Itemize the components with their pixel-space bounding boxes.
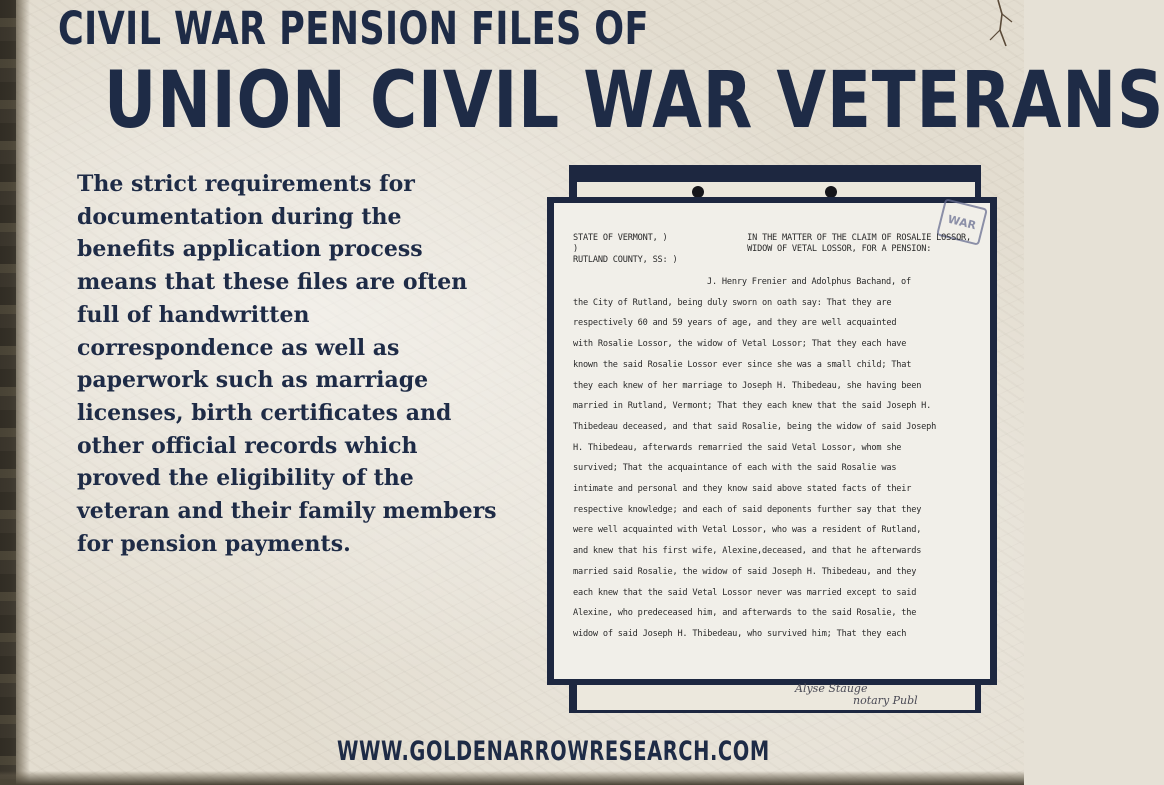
document-line: and knew that his first wife, Alexine,deceased, and that he afterwards — [573, 546, 922, 557]
twig-decoration — [976, 0, 1016, 50]
document-header — [573, 233, 983, 266]
document-text — [573, 233, 983, 645]
venue-block — [573, 233, 677, 266]
document-line: Thibedeau deceased, and that said Rosalie, being the widow of said Joseph — [573, 421, 937, 432]
venue-line: RUTLAND COUNTY, SS: ) — [573, 255, 678, 265]
claim-caption-line: IN THE MATTER OF THE CLAIM OF ROSALIE LOSSOR, — [747, 233, 971, 243]
document-line: known the said Rosalie Lossor ever since she was a small child; That — [573, 359, 912, 370]
torn-bottom-edge — [0, 771, 1024, 785]
website-url[interactable]: WWW.GOLDENARROWRESEARCH.COM — [337, 736, 770, 767]
torn-left-edge-dark — [0, 0, 16, 785]
document-line: H. Thibedeau, afterwards remarried the said Vetal Lossor, whom she — [573, 442, 902, 453]
signature-line: Alyse Stauge — [795, 682, 868, 695]
title-line-2: UNION CIVIL WAR VETERANS — [104, 56, 1164, 146]
claim-caption — [747, 233, 983, 266]
document-line: widow of said Joseph H. Thibedeau, who survived him; That they each — [573, 628, 907, 639]
document-line: with Rosalie Lossor, the widow of Vetal Lossor; That they each have — [573, 339, 907, 350]
description-paragraph: The strict requirements for documentation during the benefits application process means that these files are often full of handwritten correspondence as well as paperwork such as marriage licenses, birth certificates and other official records which proved the eligibility of the veteran and their family members for pension payments. — [77, 171, 497, 557]
document-line: Alexine, who predeceased him, and afterwards to the said Rosalie, the — [573, 608, 917, 619]
venue-line: STATE OF VERMONT, ) — [573, 233, 668, 243]
document-line: they each knew of her marriage to Joseph H. Thibedeau, she having been — [573, 380, 922, 391]
pension-affidavit-document — [554, 203, 990, 679]
document-line: survived; That the acquaintance of each with the said Rosalie was — [573, 463, 897, 474]
document-line: intimate and personal and they know said above stated facts of their — [573, 484, 912, 495]
document-line: were well acquainted with Vetal Lossor, who was a resident of Rutland, — [573, 525, 922, 536]
document-line: married said Rosalie, the widow of said Joseph H. Thibedeau, and they — [573, 566, 917, 577]
document-line: respectively 60 and 59 years of age, and they are well acquainted — [573, 318, 897, 329]
claim-caption-line: WIDOW OF VETAL LOSSOR, FOR A PENSION: — [747, 244, 932, 254]
document-line: respective knowledge; and each of said deponents further say that they — [573, 504, 922, 515]
war-department-stamp: WAR — [936, 198, 988, 246]
venue-line: ) — [573, 244, 578, 254]
signature-line: notary Publ — [853, 694, 918, 707]
document-line: married in Rutland, Vermont; That they each knew that the said Joseph H. — [573, 401, 932, 412]
notary-signature — [795, 683, 918, 707]
document-line: J. Henry Frenier and Adolphus Bachand, of — [707, 277, 911, 287]
title-line-1: CIVIL WAR PENSION FILES OF — [58, 2, 649, 55]
document-line: each knew that the said Vetal Lossor never was married except to said — [573, 587, 917, 598]
document-line: the City of Rutland, being duly sworn on oath say: That they are — [573, 297, 892, 308]
